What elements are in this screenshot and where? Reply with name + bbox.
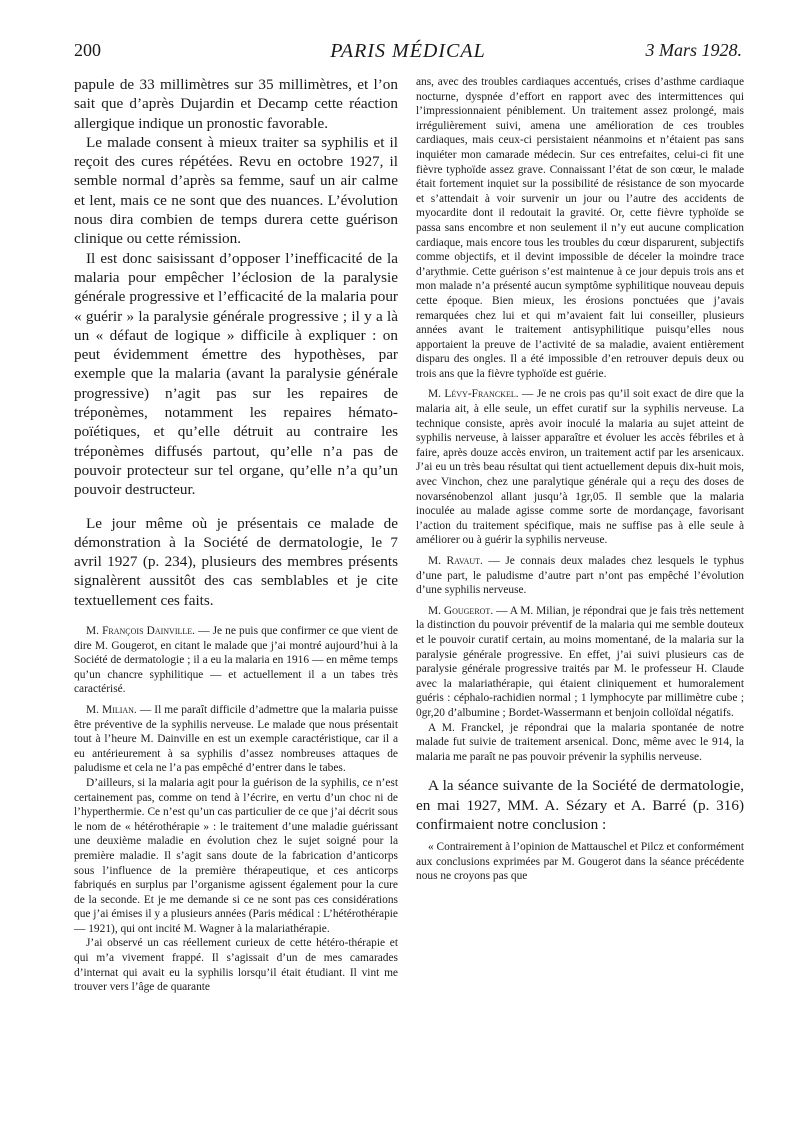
entry-text: — Je ne crois pas qu’il soit exact de dire que la malaria ait, à elle seule, un effet curatif sur la syphilis nerveuse. La technique consiste, après avoir inoculé la malaria au sujet atteint de syphilis nerveuse, à laisser apparaître et évoluer les accès fébriles et à faire, après douze accès environ, un traitement actif par les arsenicaux. J’ai eu un très beau résultat qui tient actuellement depuis dix-huit mois, avec Vinchon, chez une paralytique générale qui a reçu des doses de novarsénobenzol allant jusqu’à 1gr,05. Il semble que la malaria inoculée au malade agisse comme sorte de mordançage, favorisant l’action du traitement spécifique, mais ne suffise pas à elle seule à améliorer ou à guérir la syphilis nerveuse. xyxy=(416,388,744,547)
issue-date: 3 Mars 1928. xyxy=(645,40,742,60)
paragraph: ans, avec des troubles cardiaques accentués, crises d’asthme cardiaque nocturne, dyspnée d’effort en rapport avec des intermittences qui l’impressionnaient péniblement. Un traitement assez prolongé, mais irrégulièrement suivi, amena une amélioration de ces troubles cardiaques, mais ceux-ci persistaient néanmoins et n’étaient pas sans inquiéter mon camarade médecin. Sur ces entrefaites, celui-ci fit une fièvre typhoïde assez grave. Connaissant l’état de son cœur, le malade était fortement inquiet sur la possibilité de résistance de son myocarde et s’attendait à voir survenir un jour ou l’autre des accidents de myocardite dont il redoutait la gravité. Or, cette fièvre typhoïde se passa sans encombre et non seulement il n’y eut aucune complication cardiaque, mais encore tous les troubles du cœur disparurent, subjectifs comme objectifs, et il devint impossible de déceler la moindre trace d’arythmie. Cette guérison s’est maintenue à ce jour depuis trois ans et mon malade n’a présenté aucun symptôme syphilitique nouveau depuis cette époque. Bien mieux, les érosions ponctuées que j’avais remarquées chez lui et qui m’avaient fait lui conseiller, plusieurs années avant le traitement antisyphilitique puisqu’elles nous apportaient la preuve de l’activité de sa maladie, avaient entièrement disparu des ongles. Il a été impossible d’en retrouver depuis deux ou trois ans que la fièvre typhoïde est guérie. xyxy=(416,76,744,380)
right-column xyxy=(416,75,744,884)
discussion-entry xyxy=(74,703,398,776)
entry-text: — A M. Milian, je répondrai que je fais très nettement la distinction du pouvoir préventif de la malaria qui me semble douteux et le pouvoir curatif certain, au moins momentané, de la malaria sur la paralysie générale progressive. En effet, j’ai suivi plusieurs cas de paralysie générale progressive traités par M. le professeur H. Claude avec la malariathérapie, qui étaient cliniquement et humoralement guéris : céphalo-rachidien normal ; 1 lymphocyte par millimètre cube ; 0gr,20 d’albumine ; Bordet-Wassermann et benjoin colloïdal négatifs. xyxy=(416,604,744,719)
left-column xyxy=(74,75,398,995)
paragraph: A la séance suivante de la Société de dermatologie, en mai 1927, MM. A. Sézary et A. Barré (p. 316) confirmaient notre conclusion : xyxy=(416,777,744,833)
entry-text: — Je ne puis que confirmer ce que vient de dire M. Gougerot, en citant le malade que j’ai montré aujourd’hui à la Société de dermatologie ; il a eu la malaria en 1916 — en même temps qu’un chancre syphilitique — et actuellement il a un tabes très caractérisé. xyxy=(74,625,398,696)
speaker-name: M. Gougerot. xyxy=(428,604,494,617)
page-header xyxy=(74,40,742,70)
entry-text: — Il me paraît difficile d’admettre que la malaria puisse être préventive de la syphilis nerveuse. Le malade que nous présentait tout à l’heure M. Dainville en est un exemple caractéristique, car il a eu antérieurement à sa syphilis d’assez nombreuses attaques de paludisme et cela ne l’a pas empêché d’entrer dans le tabes. xyxy=(74,703,398,775)
paragraph: A M. Franckel, je répondrai que la malaria spontanée de notre malade fut suivie de traitement arsenical. Donc, même avec le 914, la malaria me paraît ne pas pouvoir prévenir la syphilis nerveuse. xyxy=(416,721,744,763)
discussion-entry xyxy=(416,387,744,548)
speaker-name: M. François Dainville. xyxy=(86,625,196,638)
journal-title: PARIS MÉDICAL xyxy=(330,40,486,62)
speaker-name: M. Lévy-Franckel. xyxy=(428,388,519,401)
paragraph: papule de 33 millimètres sur 35 millimètres, et l’on sait que d’après Dujardin et Decamp cette réaction allergique indique un pronostic favorable. xyxy=(74,76,398,132)
speaker-name: M. Ravaut. xyxy=(428,555,483,567)
paragraph: Il est donc saisissant d’opposer l’inefficacité de la malaria pour empêcher l’éclosion de la paralysie générale progressive et l’efficacité de la malaria pour « guérir » la paralysie générale progressive ; il y a là un « défaut de logique » difficile à expliquer : on peut évidemment émettre des hypothèses, par exemple que la malaria (avant la paralysie générale progressive) n’agit pas sur les repaires de tréponèmes, notamment les repaires hémato-poïétiques, et qu’elle détruit au contraire les tréponèmes diffusés partout, qu’elle n’a pas de pouvoir protecteur sur tel organe, qu’elle n’a qu’un pouvoir destructeur. xyxy=(74,249,398,499)
discussion-entry xyxy=(416,554,744,598)
speaker-name: M. Milian. xyxy=(86,703,137,716)
paragraph: D’ailleurs, si la malaria agit pour la guérison de la syphilis, ce n’est certainement pas, comme on tend à l’écrire, en vertu d’un choc ni de l’hyperthermie. Ce n’est qu’un cas particulier de ce que j’ai décrit sous le nom de « hétérothérapie » : le traitement d’une maladie guérissant une deuxième maladie en évolution chez le sujet soigné pour la première maladie. Il s’agit sans doute de la fabrication d’anticorps sous l’influence de la première thérapeutique, et ces anticorps fabriqués en surplus par l’organisme agissent également pour la cure de la seconde. Et je me demande si ce ne sont pas ces considérations que j’ai émises il y a plusieurs années (Paris médical : L’hétérothérapie — 1921), qui ont incité M. Wagner à la malariathérapie. xyxy=(74,776,398,935)
paragraph: Le malade consent à mieux traiter sa syphilis et il reçoit des cures répétées. Revu en octobre 1927, il semble normal d’après sa femme, sauf un air calme et lent, mais ce ne sont que des nuances. L’évolution nous dira combien de temps durera cette guérison clinique ou cette rémission. xyxy=(74,133,398,248)
paragraph: Le jour même où je présentais ce malade de démonstration à la Société de dermatologie, le 7 avril 1927 (p. 234), plusieurs des membres présents signalèrent aussitôt des cas semblables et je cite textuellement ces faits. xyxy=(74,514,398,609)
discussion-entry xyxy=(74,624,398,697)
quotation: « Contrairement à l’opinion de Mattauschel et Pilcz et conformément aux conclusions exprimées par M. Gougerot dans la séance précédente nous ne croyons pas que xyxy=(416,841,744,883)
discussion-entry xyxy=(416,604,744,721)
entry-text: — Je connais deux malades chez lesquels le typhus d’une part, le paludisme d’autre part n’ont pas empêché l’évolution d’une syphilis nerveuse. xyxy=(416,555,744,597)
page-number: 200 xyxy=(74,40,101,60)
paragraph: J’ai observé un cas réellement curieux de cette hétéro-thérapie et qui m’a vivement frappé. Il s’agissait d’un de mes camarades d’internat qui avait eu la syphilis lorsqu’il était étudiant. Il vint me trouver vers l’âge de quarante xyxy=(74,937,398,994)
